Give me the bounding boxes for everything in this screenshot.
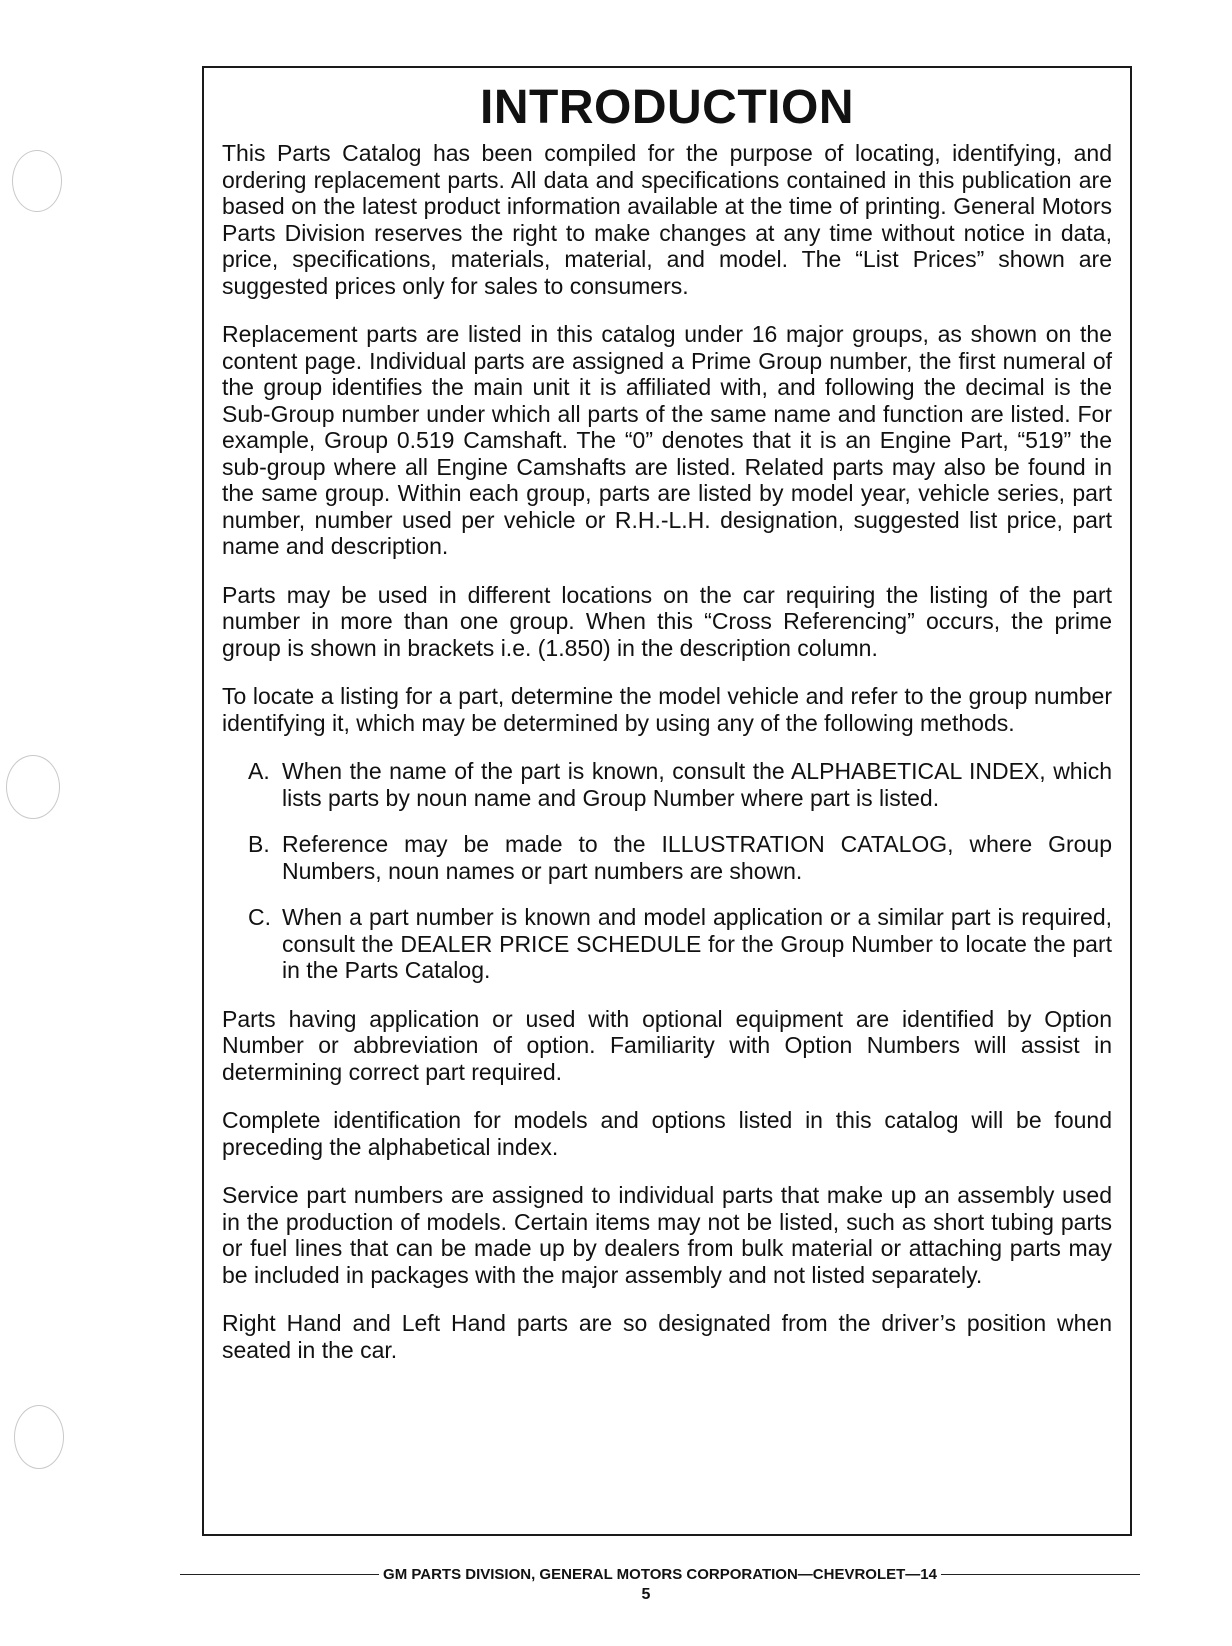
method-marker: B. [248, 831, 270, 857]
intro-paragraph-groups: Replacement parts are listed in this catalog under 16 major groups, as shown on the content page. Individual parts are assigned a Prime Group number, the first numeral of the group identifies the main unit it is affiliated with, and following the decimal is the Sub-Group number under which all parts of the same name and function are listed. For example, Group 0.519 Camshaft. The “0” denotes that it is an Engine Part, “519” the sub-group where all Engine Camshafts are listed. Related parts may also be found in the same group. Within each group, parts are listed by model year, vehicle series, part number, number used per vehicle or R.H.-L.H. designation, suggested list price, part name and description. [222, 321, 1112, 559]
method-item-c [222, 904, 1112, 984]
intro-paragraph-options: Parts having application or used with optional equipment are identified by Option Number or abbreviation of option. Familiarity with Option Numbers will assist in determining correct part required. [222, 1005, 1112, 1085]
page-number: 5 [641, 1586, 651, 1603]
intro-paragraph-service-parts: Service part numbers are assigned to individual parts that make up an assembly used in the production of models. Certain items may not be listed, such as short tubing parts or fuel lines that can be made up by dealers from bulk material or attaching parts may be included in packages with the major assembly and not listed separately. [222, 1182, 1112, 1288]
intro-paragraph-right-left: Right Hand and Left Hand parts are so designated from the driver’s position when seated in the car. [222, 1310, 1112, 1363]
method-marker: C. [248, 904, 271, 930]
introduction-content [222, 140, 1112, 1385]
method-item-b [222, 831, 1112, 884]
introduction-box [202, 66, 1132, 1536]
footer-text: GM PARTS DIVISION, GENERAL MOTORS CORPORATION—CHEVROLET—14 [383, 1566, 937, 1583]
method-text: When the name of the part is known, consult the ALPHABETICAL INDEX, which lists parts by noun name and Group Number where part is listed. [282, 758, 1112, 811]
page-footer [180, 1566, 1140, 1583]
binder-hole-top [12, 150, 62, 212]
method-item-a [222, 758, 1112, 811]
footer-rule-right [941, 1574, 1140, 1575]
intro-paragraph-cross-referencing: Parts may be used in different locations on the car requiring the listing of the part number in more than one group. When this “Cross Referencing” occurs, the prime group is shown in brackets i.e. (1.850) in the description column. [222, 581, 1112, 661]
method-text: When a part number is known and model application or a similar part is required, consult the DEALER PRICE SCHEDULE for the Group Number to locate the part in the Parts Catalog. [282, 904, 1112, 983]
methods-list [222, 758, 1112, 984]
page-title: INTRODUCTION [480, 81, 854, 134]
method-text: Reference may be made to the ILLUSTRATION CATALOG, where Group Numbers, noun names or part numbers are shown. [282, 831, 1112, 884]
binder-hole-middle [6, 755, 60, 819]
binder-hole-bottom [14, 1405, 64, 1469]
footer-rule-left [180, 1574, 379, 1575]
intro-paragraph-purpose: This Parts Catalog has been compiled for the purpose of locating, identifying, and ordering replacement parts. All data and specifications contained in this publication are based on the latest product information available at the time of printing. General Motors Parts Division reserves the right to make changes at any time without notice in data, price, specifications, materials, material, and model. The “List Prices” shown are suggested prices only for sales to consumers. [222, 140, 1112, 299]
intro-paragraph-identification: Complete identification for models and options listed in this catalog will be found preceding the alphabetical index. [222, 1107, 1112, 1160]
method-marker: A. [248, 758, 270, 784]
intro-paragraph-locate: To locate a listing for a part, determine the model vehicle and refer to the group number identifying it, which may be determined by using any of the following methods. [222, 683, 1112, 736]
